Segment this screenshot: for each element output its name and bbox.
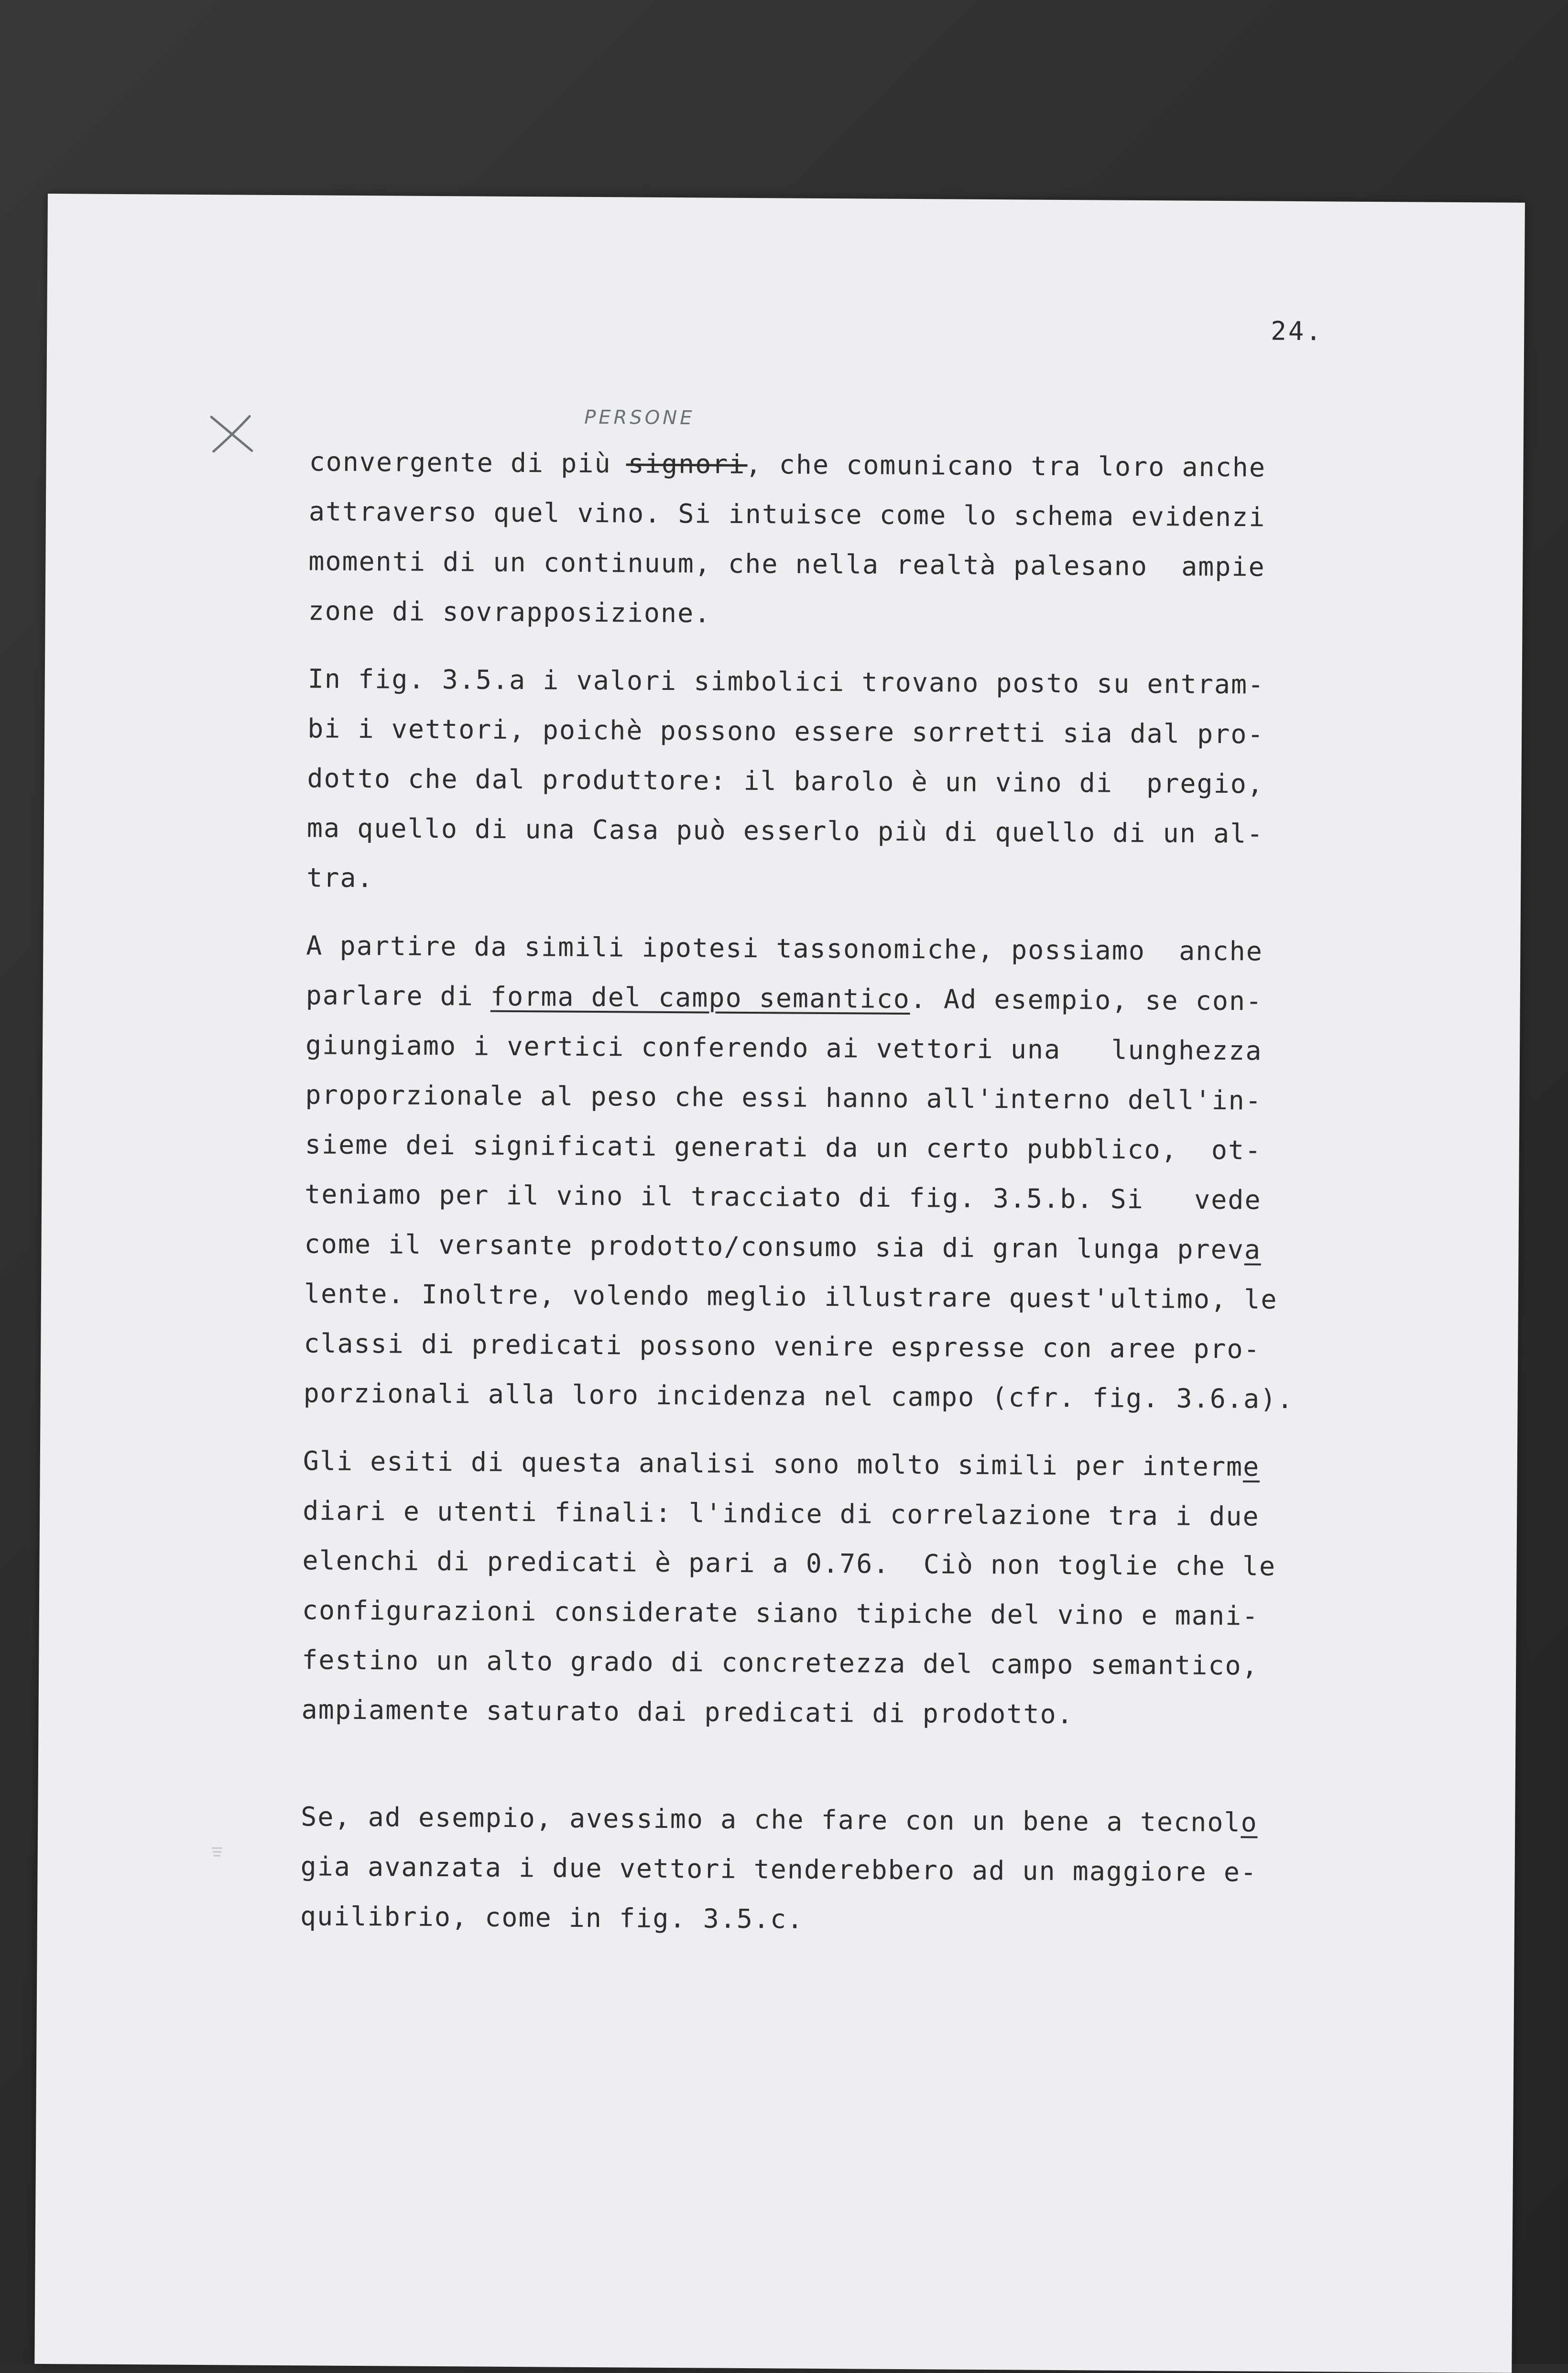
text-line: bi i vettori, poichè possono essere sorretti sia dal pro- xyxy=(307,703,1407,760)
text-line: A partire da simili ipotesi tassonomiche, possiamo anche xyxy=(306,920,1406,977)
text-line xyxy=(305,970,1405,1027)
text-line: attraverso quel vino. Si intuisce come lo schema evidenzi xyxy=(309,486,1409,543)
struck-word: signori xyxy=(628,448,746,480)
margin-cross-icon xyxy=(207,412,260,456)
text-line xyxy=(303,1436,1403,1492)
text-line: momenti di un continuum, che nella realtà palesano ampie xyxy=(308,536,1408,592)
text-segment: parlare di xyxy=(306,980,491,1011)
text-segment: Gli esiti di questa analisi sono molto simili per interm xyxy=(303,1445,1243,1482)
text-segment: Se, ad esempio, avessimo a che fare con un bene a tecnol xyxy=(301,1801,1241,1837)
text-line: sieme dei significati generati da un certo pubblico, ot- xyxy=(305,1119,1405,1176)
text-line: proporzionale al peso che essi hanno all'interno dell'in- xyxy=(305,1070,1405,1126)
text-line: classi di predicati possono venire espresse con aree pro- xyxy=(304,1318,1404,1375)
text-line: ampiamente saturato dai predicati di prodotto. xyxy=(301,1684,1401,1741)
text-line: quilibrio, come in fig. 3.5.c. xyxy=(300,1891,1400,1947)
text-segment: , che comunicano tra loro anche xyxy=(745,449,1266,483)
document-page xyxy=(34,194,1525,2373)
paragraph-2 xyxy=(306,654,1407,909)
text-line xyxy=(309,437,1409,493)
text-line xyxy=(304,1219,1404,1275)
underlined-letter: e xyxy=(1243,1451,1260,1482)
pencil-smudge-icon xyxy=(210,1844,224,1859)
text-line: porzionali alla loro incidenza nel campo (cfr. fig. 3.6.a). xyxy=(303,1368,1403,1424)
paragraph-3 xyxy=(303,920,1405,1424)
underlined-letter: o xyxy=(1241,1807,1258,1837)
text-segment: come il versante prodotto/consumo sia di gran lunga prev xyxy=(304,1228,1244,1265)
text-line: diari e utenti finali: l'indice di correlazione tra i due xyxy=(303,1486,1403,1542)
text-line xyxy=(301,1792,1401,1848)
handwritten-correction: PERSONE xyxy=(584,406,695,429)
text-line: dotto che dal produttore: il barolo è un vino di pregio, xyxy=(307,753,1407,809)
text-line: giungiamo i vertici conferendo ai vettori una lunghezza xyxy=(305,1020,1405,1076)
paragraph-5 xyxy=(300,1792,1401,1947)
text-line: festino un alto grado di concretezza del campo semantico, xyxy=(302,1635,1402,1691)
text-line: tra. xyxy=(306,853,1406,909)
page-number: 24. xyxy=(1271,316,1323,347)
text-line: lente. Inoltre, volendo meglio illustrare quest'ultimo, le xyxy=(304,1269,1404,1325)
text-line: configurazioni considerate siano tipiche del vino e mani- xyxy=(302,1585,1402,1641)
body-text xyxy=(300,437,1408,1966)
paragraph-1 xyxy=(308,437,1408,642)
text-line: teniamo per il vino il tracciato di fig. 3.5.b. Si vede xyxy=(305,1169,1405,1225)
text-segment: . Ad esempio, se con- xyxy=(910,984,1263,1017)
text-segment: convergente di più xyxy=(309,446,628,479)
text-line: In fig. 3.5.a i valori simbolici trovano posto su entram- xyxy=(307,654,1407,710)
text-line: ma quello di una Casa può esserlo più di quello di un al- xyxy=(307,803,1407,859)
underlined-letter: a xyxy=(1244,1234,1262,1265)
text-line: gia avanzata i due vettori tenderebbero ad un maggiore e- xyxy=(300,1841,1400,1898)
underlined-phrase: forma del campo semantico xyxy=(490,981,910,1014)
text-line: elenchi di predicati è pari a 0.76. Ciò non toglie che le xyxy=(302,1535,1402,1592)
text-line: zone di sovrapposizione. xyxy=(308,586,1408,642)
paragraph-4 xyxy=(301,1436,1403,1741)
